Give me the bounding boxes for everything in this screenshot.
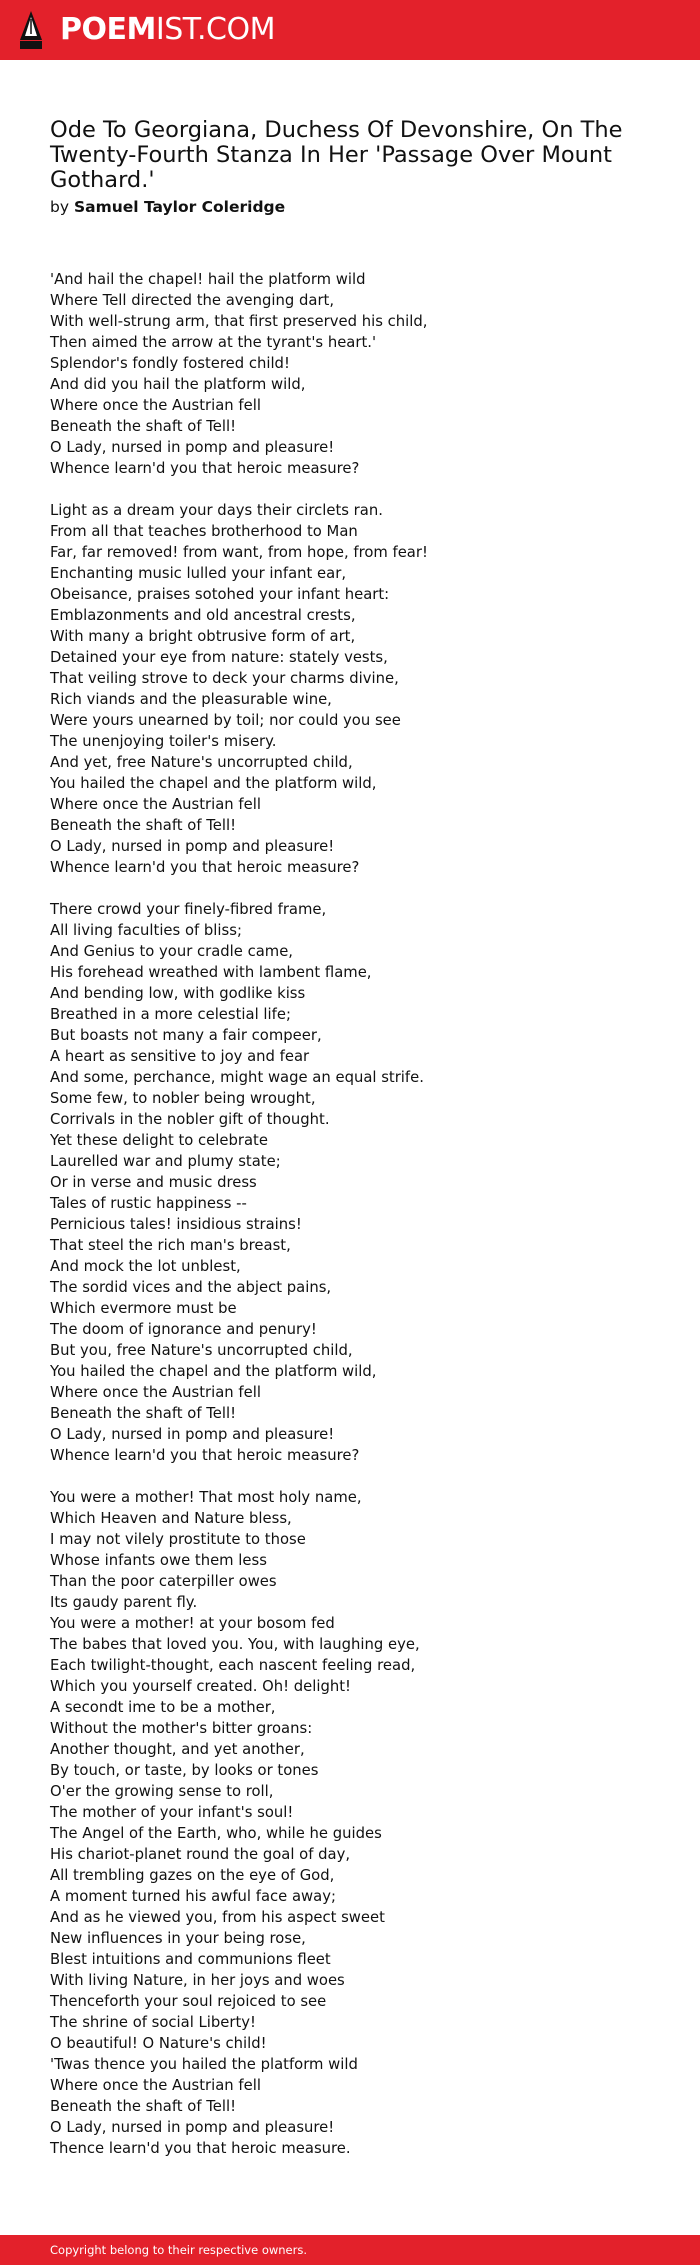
poem-line: A heart as sensitive to joy and fear: [50, 1048, 310, 1065]
poem-line: The unenjoying toiler's misery.: [50, 733, 277, 750]
poem-line: Where once the Austrian fell: [50, 796, 261, 813]
byline: [50, 197, 670, 217]
stanza: [50, 1487, 670, 2159]
by-label: by: [50, 198, 70, 216]
poem-line: Whose infants owe them less: [50, 1552, 267, 1569]
poem-line: You were a mother! That most holy name,: [50, 1489, 362, 1506]
poem-line: Laurelled war and plumy state;: [50, 1153, 281, 1170]
poem-line: 'And hail the chapel! hail the platform wild: [50, 271, 366, 288]
poem-line: And bending low, with godlike kiss: [50, 985, 306, 1002]
poem-line: There crowd your finely-fibred frame,: [50, 901, 327, 918]
poem-line: And yet, free Nature's uncorrupted child,: [50, 754, 353, 771]
poem-line: O'er the growing sense to roll,: [50, 1783, 274, 1800]
poem-line: Obeisance, praises sotohed your infant heart:: [50, 586, 390, 603]
poem-line: The sordid vices and the abject pains,: [50, 1279, 332, 1296]
poem-body: [50, 269, 670, 2180]
poem-line: Which evermore must be: [50, 1300, 237, 1317]
poem-line: Whence learn'd you that heroic measure?: [50, 460, 360, 477]
poem-line: But you, free Nature's uncorrupted child,: [50, 1342, 353, 1359]
poem-line: Yet these delight to celebrate: [50, 1132, 268, 1149]
poem-line: Another thought, and yet another,: [50, 1741, 305, 1758]
poem-line: The doom of ignorance and penury!: [50, 1321, 317, 1338]
poem-line: You were a mother! at your bosom fed: [50, 1615, 335, 1632]
poem-line: Pernicious tales! insidious strains!: [50, 1216, 302, 1233]
author-name: Samuel Taylor Coleridge: [73, 198, 286, 216]
site-logo[interactable]: [60, 12, 275, 48]
poem-line: You hailed the chapel and the platform wild,: [50, 775, 377, 792]
poem-line: Emblazonments and old ancestral crests,: [50, 607, 356, 624]
poem-line: New influences in your being rose,: [50, 1930, 306, 1947]
poem-line: Light as a dream your days their circlets ran.: [50, 502, 383, 519]
poem-line: I may not vilely prostitute to those: [50, 1531, 306, 1548]
poem-line: Than the poor caterpiller owes: [50, 1573, 277, 1590]
poem-line: The babes that loved you. You, with laughing eye,: [50, 1636, 420, 1653]
site-footer: [0, 2235, 700, 2265]
poem-line: And Genius to your cradle came,: [50, 943, 293, 960]
poem-line: Or in verse and music dress: [50, 1174, 257, 1191]
poem-line: And some, perchance, might wage an equal strife.: [50, 1069, 424, 1086]
poem-line: Its gaudy parent fly.: [50, 1594, 198, 1611]
poem-line: The Angel of the Earth, who, while he guides: [50, 1825, 382, 1842]
poem-line: O Lady, nursed in pomp and pleasure!: [50, 439, 335, 456]
poem-line: And did you hail the platform wild,: [50, 376, 306, 393]
poem-line: Where once the Austrian fell: [50, 397, 261, 414]
poem-line: Tales of rustic happiness --: [50, 1195, 247, 1212]
logo-bold-text: POEM: [60, 12, 156, 47]
poem-line: His chariot-planet round the goal of day,: [50, 1846, 351, 1863]
poem-line: Enchanting music lulled your infant ear,: [50, 565, 347, 582]
poem-line: Breathed in a more celestial life;: [50, 1006, 291, 1023]
copyright-notice: Copyright belong to their respective owners.: [50, 2243, 308, 2257]
poem-line: But boasts not many a fair compeer,: [50, 1027, 322, 1044]
poem-line: Thence learn'd you that heroic measure.: [50, 2140, 351, 2157]
poem-line: O Lady, nursed in pomp and pleasure!: [50, 1426, 335, 1443]
poem-line: O beautiful! O Nature's child!: [50, 2035, 267, 2052]
poem-heading: [50, 118, 670, 217]
poem-line: Which you yourself created. Oh! delight!: [50, 1678, 351, 1695]
poem-line: Where once the Austrian fell: [50, 2077, 261, 2094]
poem-line: Corrivals in the nobler gift of thought.: [50, 1111, 330, 1128]
poem-line: 'Twas thence you hailed the platform wild: [50, 2056, 358, 2073]
site-header: [0, 0, 700, 60]
poem-line: And as he viewed you, from his aspect sweet: [50, 1909, 385, 1926]
poem-line: The shrine of social Liberty!: [50, 2014, 256, 2031]
poem-line: Beneath the shaft of Tell!: [50, 817, 237, 834]
poem-line: Without the mother's bitter groans:: [50, 1720, 313, 1737]
poem-line: Beneath the shaft of Tell!: [50, 418, 237, 435]
poem-line: Then aimed the arrow at the tyrant's heart.': [50, 334, 377, 351]
poem-line: Each twilight-thought, each nascent feeling read,: [50, 1657, 416, 1674]
poem-line: That veiling strove to deck your charms divine,: [50, 670, 399, 687]
poem-line: With living Nature, in her joys and woes: [50, 1972, 345, 1989]
poem-line: With well-strung arm, that first preserved his child,: [50, 313, 428, 330]
poem-line: You hailed the chapel and the platform wild,: [50, 1363, 377, 1380]
poem-line: Which Heaven and Nature bless,: [50, 1510, 292, 1527]
poem-line: A moment turned his awful face away;: [50, 1888, 336, 1905]
poem-line: Where once the Austrian fell: [50, 1384, 261, 1401]
poem-line: Thenceforth your soul rejoiced to see: [50, 1993, 327, 2010]
poem-line: All living faculties of bliss;: [50, 922, 242, 939]
poem-line: By touch, or taste, by looks or tones: [50, 1762, 319, 1779]
poem-line: Whence learn'd you that heroic measure?: [50, 859, 360, 876]
poem-line: A secondt ime to be a mother,: [50, 1699, 276, 1716]
poem-line: His forehead wreathed with lambent flame,: [50, 964, 372, 981]
poem-line: Blest intuitions and communions fleet: [50, 1951, 331, 1968]
poem-line: Splendor's fondly fostered child!: [50, 355, 290, 372]
stanza: [50, 500, 670, 878]
poem-line: All trembling gazes on the eye of God,: [50, 1867, 335, 1884]
poem-line: O Lady, nursed in pomp and pleasure!: [50, 2119, 335, 2136]
poem-line: Whence learn'd you that heroic measure?: [50, 1447, 360, 1464]
stanza: [50, 269, 670, 479]
poem-line: Were yours unearned by toil; nor could you see: [50, 712, 401, 729]
poem-line: Rich viands and the pleasurable wine,: [50, 691, 332, 708]
poem-line: The mother of your infant's soul!: [50, 1804, 294, 1821]
poem-line: Detained your eye from nature: stately vests,: [50, 649, 388, 666]
poem-line: O Lady, nursed in pomp and pleasure!: [50, 838, 335, 855]
poem-line: Beneath the shaft of Tell!: [50, 2098, 237, 2115]
logo-light-text: IST.COM: [155, 12, 275, 47]
poem-line: Some few, to nobler being wrought,: [50, 1090, 316, 1107]
poem-line: Far, far removed! from want, from hope, from fear!: [50, 544, 428, 561]
poem-line: Where Tell directed the avenging dart,: [50, 292, 335, 309]
poem-line: From all that teaches brotherhood to Man: [50, 523, 358, 540]
pen-nib-icon: [18, 10, 44, 50]
poem-line: With many a bright obtrusive form of art,: [50, 628, 356, 645]
poem-line: And mock the lot unblest,: [50, 1258, 241, 1275]
stanza: [50, 899, 670, 1466]
poem-line: Beneath the shaft of Tell!: [50, 1405, 237, 1422]
poem-line: That steel the rich man's breast,: [50, 1237, 291, 1254]
poem-title: Ode To Georgiana, Duchess Of Devonshire, On The Twenty-Fourth Stanza In Her 'Passage Over Mount Gothard.': [50, 117, 623, 193]
